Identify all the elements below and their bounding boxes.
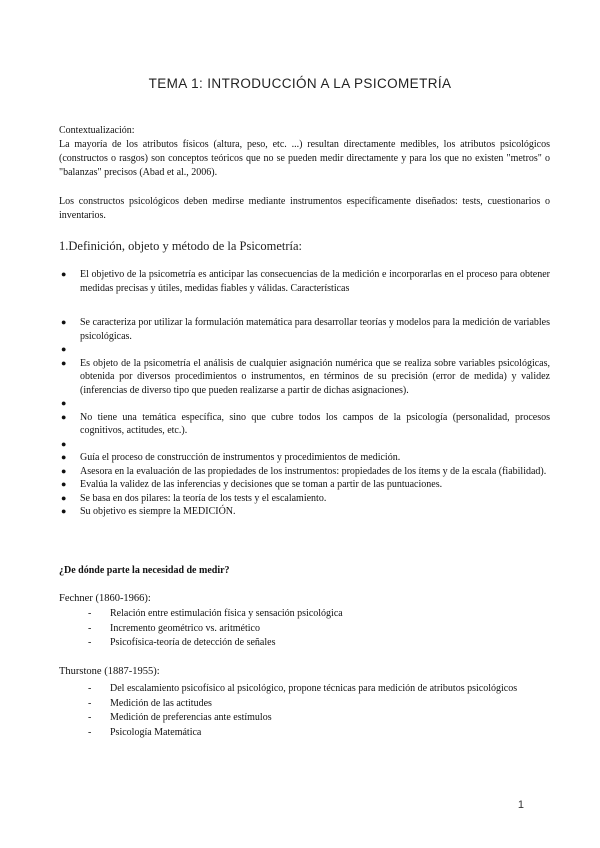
bullet-icon: ●: [61, 479, 67, 489]
page-title: TEMA 1: INTRODUCCIÓN A LA PSICOMETRÍA: [148, 76, 452, 91]
bullet-icon: ●: [61, 317, 67, 327]
list-item: [59, 397, 550, 411]
context-paragraph-2: Los constructos psicológicos deben medirse mediante instrumentos específicamente diseñados: tests, cuestionarios o inventarios.: [59, 196, 550, 221]
bullet-list-2: [59, 316, 550, 519]
page-number: 1: [517, 799, 524, 811]
list-item: - Del escalamiento psicofísico al psicológico, propone técnicas para medición de atributos psicológicos: [88, 682, 550, 697]
bullet-icon: ●: [61, 344, 67, 354]
fechner-author: Fechner (1860-1966):: [59, 593, 151, 604]
thurstone-author: Thurstone (1887-1955):: [59, 666, 160, 677]
list-item: - Medición de preferencias ante estímulos: [88, 711, 550, 726]
list-item: ● Guía el proceso de construcción de instrumentos y procedimientos de medición.: [61, 452, 401, 463]
question-heading: ¿De dónde parte la necesidad de medir?: [59, 565, 230, 576]
list-item: [59, 343, 550, 357]
bullet-icon: ●: [61, 465, 67, 476]
dash-icon: -: [88, 637, 92, 648]
bullet-icon: ●: [61, 411, 67, 422]
list-item: ● Es objeto de la psicometría el análisis de cualquier asignación numérica que se realiza sobre variables psicológicas, obtenida por diversos procedimientos o instrumentos, en términos de su precisión (error de medida) y validez (inferencias de diverso tipo que pueden realizarse a partir de dichas asignaciones).: [61, 357, 550, 396]
section-heading: 1.Definición, objeto y método de la Psicometría:: [59, 239, 302, 253]
list-item: - Medición de las actitudes: [88, 697, 550, 712]
bullet-icon: ●: [61, 506, 67, 516]
list-item: - Incremento geométrico vs. aritmético: [88, 622, 550, 637]
bullet-icon: ●: [61, 452, 67, 462]
list-item: - Relación entre estimulación física y sensación psicológica: [88, 607, 550, 622]
context-paragraph-1: La mayoría de los atributos físicos (altura, peso, etc. ...) resultan directamente medibles, los atributos psicológicos (constructos o rasgos) son conceptos teóricos que no se pueden medir directamente y para los que no existen "metros" o "balanzas" precisos (Abad et al., 2006).: [59, 139, 550, 178]
bullet-icon: ●: [61, 269, 67, 279]
list-item: ● Evalúa la validez de las inferencias y decisiones que se toman a partir de las puntuaciones.: [61, 479, 443, 490]
list-item: ● El objetivo de la psicometría es anticipar las consecuencias de la medición e incorporarlas en el proceso para obtener medidas precisas y útiles, medidas fiables y válidas. Características: [61, 269, 550, 294]
bullet-icon: ●: [61, 492, 67, 503]
dash-icon: -: [88, 622, 92, 634]
list-item: ● No tiene una temática específica, sino que cubre todos los campos de la psicología (personalidad, procesos cognitivos, actitudes, etc.).: [61, 411, 550, 436]
dash-icon: -: [88, 608, 92, 619]
list-item: [59, 438, 550, 452]
dash-icon: -: [88, 726, 92, 738]
context-section: [59, 124, 550, 180]
fechner-list: [88, 607, 550, 651]
dash-icon: -: [88, 697, 92, 709]
dash-icon: -: [88, 683, 92, 694]
list-item: ● Asesora en la evaluación de las propiedades de los instrumentos: propiedades de los ítems y de la escala (fiabilidad).: [61, 465, 547, 477]
context-label: Contextualización:: [59, 125, 135, 136]
list-item: ● Se basa en dos pilares: la teoría de los tests y el escalamiento.: [61, 492, 327, 504]
list-item: ● Se caracteriza por utilizar la formulación matemática para desarrollar teorías y modelos para la medición de variables psicológicas.: [61, 317, 550, 342]
list-item: - Psicología Matemática: [88, 726, 550, 741]
thurstone-list: [88, 682, 550, 740]
bullet-icon: ●: [61, 438, 67, 449]
dash-icon: -: [88, 712, 92, 723]
list-item: - Psicofísica-teoría de detección de señales: [88, 636, 550, 651]
bullet-list-1: [59, 268, 550, 295]
list-item: ● Su objetivo es siempre la MEDICIÓN.: [61, 506, 236, 517]
bullet-icon: ●: [61, 398, 67, 408]
bullet-icon: ●: [61, 357, 67, 368]
